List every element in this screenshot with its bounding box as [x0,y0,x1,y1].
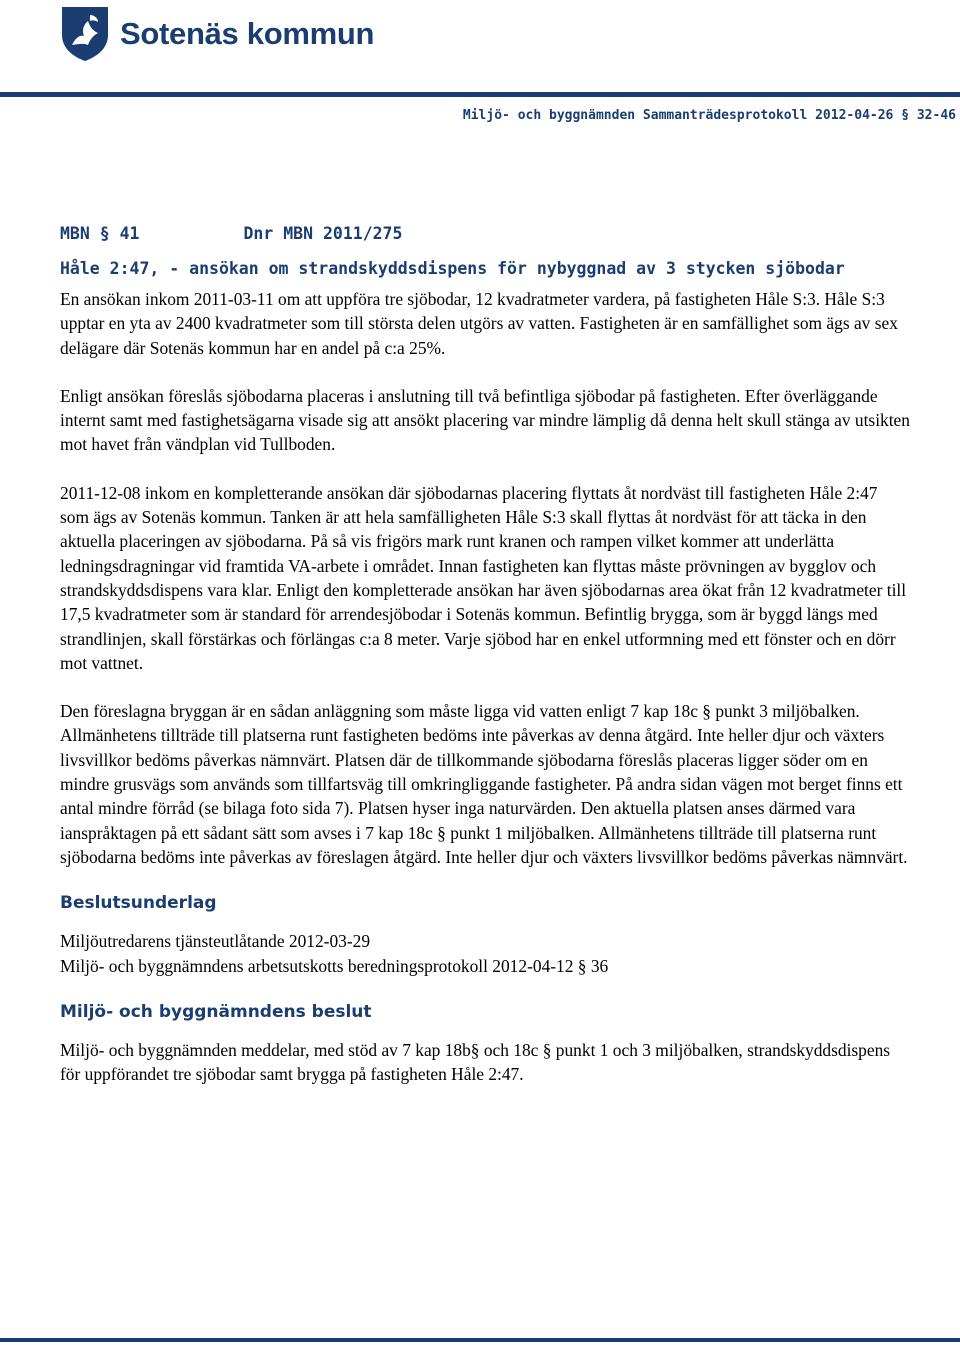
document-body [60,224,910,1110]
section-number: MBN § 41 [60,224,140,243]
beslutsunderlag-item: Miljöutredarens tjänsteutlåtande 2012-03-29 [60,931,371,952]
paragraph-assessment: Den föreslagna bryggan är en sådan anläggning som måste ligga vid vatten enligt 7 kap 18c § punkt 3 miljöbalken. Allmänhetens tillträde till platserna runt fastigheten bedöms inte påverkas av denna åtgärd. Inte heller djur och växters livsvillkor bedöms påverkas nämnvärt. Platsen där de tillkommande sjöbodarna föreslås placeras ligger söder om en mindre grusvägs som används som tillfartsväg till omkringliggande fastigheter. På andra sidan vägen mot berget finns ett antal mindre förråd (se bilaga foto sida 7). Platsen hyser inga naturvärden. Den aktuella platsen anses därmed vara ianspråktagen på ett sådant sätt som avses i 7 kap 18c § punkt 1 miljöbalken. Allmänhetens tillträde till platserna runt sjöbodarna bedöms inte påverkas av föreslagen åtgärd. Inte heller djur och växters livsvillkor bedöms påverkas nämnvärt. [60,701,908,867]
paragraph-placement: Enligt ansökan föreslås sjöbodarna placeras i anslutning till två befintliga sjöbodar på fastigheten. Efter överläggande internt samt med fastighetsägarna visade sig att ansökt placering var mindre lämplig då denna helt skull stänga av utsikten mot havet från vändplan vid Tullboden. [60,385,910,455]
beslutsunderlag-item: Miljö- och byggnämndens arbetsutskotts beredningsprotokoll 2012-04-12 § 36 [60,955,609,976]
meeting-header: Miljö- och byggnämnden Sammanträdesprotokoll 2012-04-26 § 32-46 [462,108,956,123]
paragraph-supplement: 2011-12-08 inkom en kompletterande ansökan där sjöbodarnas placering flyttats åt nordväst till fastigheten Håle 2:47 som ägs av Sotenäs kommun. Tanken är att hela samfälligheten Håle S:3 skall flyttas åt nordväst för att täcka in den aktuella placeringen av sjöbodarna. På så vis frigörs mark runt kranen och rampen vilket kommer att underlätta ledningsdragningar vid framtida VA-arbete i området. Innan fastigheten kan flyttas måste prövningen av bygglov och strandskyddsdispens vara klar. Enligt den kompletterade ansökan har även sjöbodarnas area ökat från 12 kvadratmeter till 17,5 kvadratmeter som är standard för arrendesjöbodar i Sotenäs kommun. Befintlig brygga, som är byggd längs med strandlinjen, skall förstärkas och förlängas c:a 8 meter. Varje sjöbod har en enkel utformning med ett fönster och en dörr mot vattnet. [60,482,907,673]
beslutsunderlag-list [60,929,910,978]
header-rule [0,92,960,97]
decision-heading: Miljö- och byggnämndens beslut [60,1001,372,1022]
beslutsunderlag-heading: Beslutsunderlag [60,893,217,914]
diary-number: Dnr MBN 2011/275 [243,224,403,243]
decision-text: Miljö- och byggnämnden meddelar, med stöd av 7 kap 18b§ och 18c § punkt 1 och 3 miljöbalken, strandskyddsdispens för uppförandet tre sjöbodar samt brygga på fastigheten Håle 2:47. [60,1039,891,1085]
municipal-shield-icon [60,5,110,63]
paragraph-application: En ansökan inkom 2011-03-11 om att uppföra tre sjöbodar, 12 kvadratmeter vardera, på fastigheten Håle S:3. Håle S:3 upptar en yta av 2400 kvadratmeter som till största delen utgörs av vatten. Fastigheten är en samfällighet som ägs av sex delägare där Sotenäs kommun har en andel på c:a 25%. [60,289,898,358]
logo-text: Sotenäs kommun [120,16,375,51]
logo [60,6,374,62]
footer-rule [0,1338,960,1342]
section-title: Håle 2:47, - ansökan om strandskyddsdispens för nybyggnad av 3 stycken sjöbodar [60,259,845,278]
section-id [60,224,910,243]
